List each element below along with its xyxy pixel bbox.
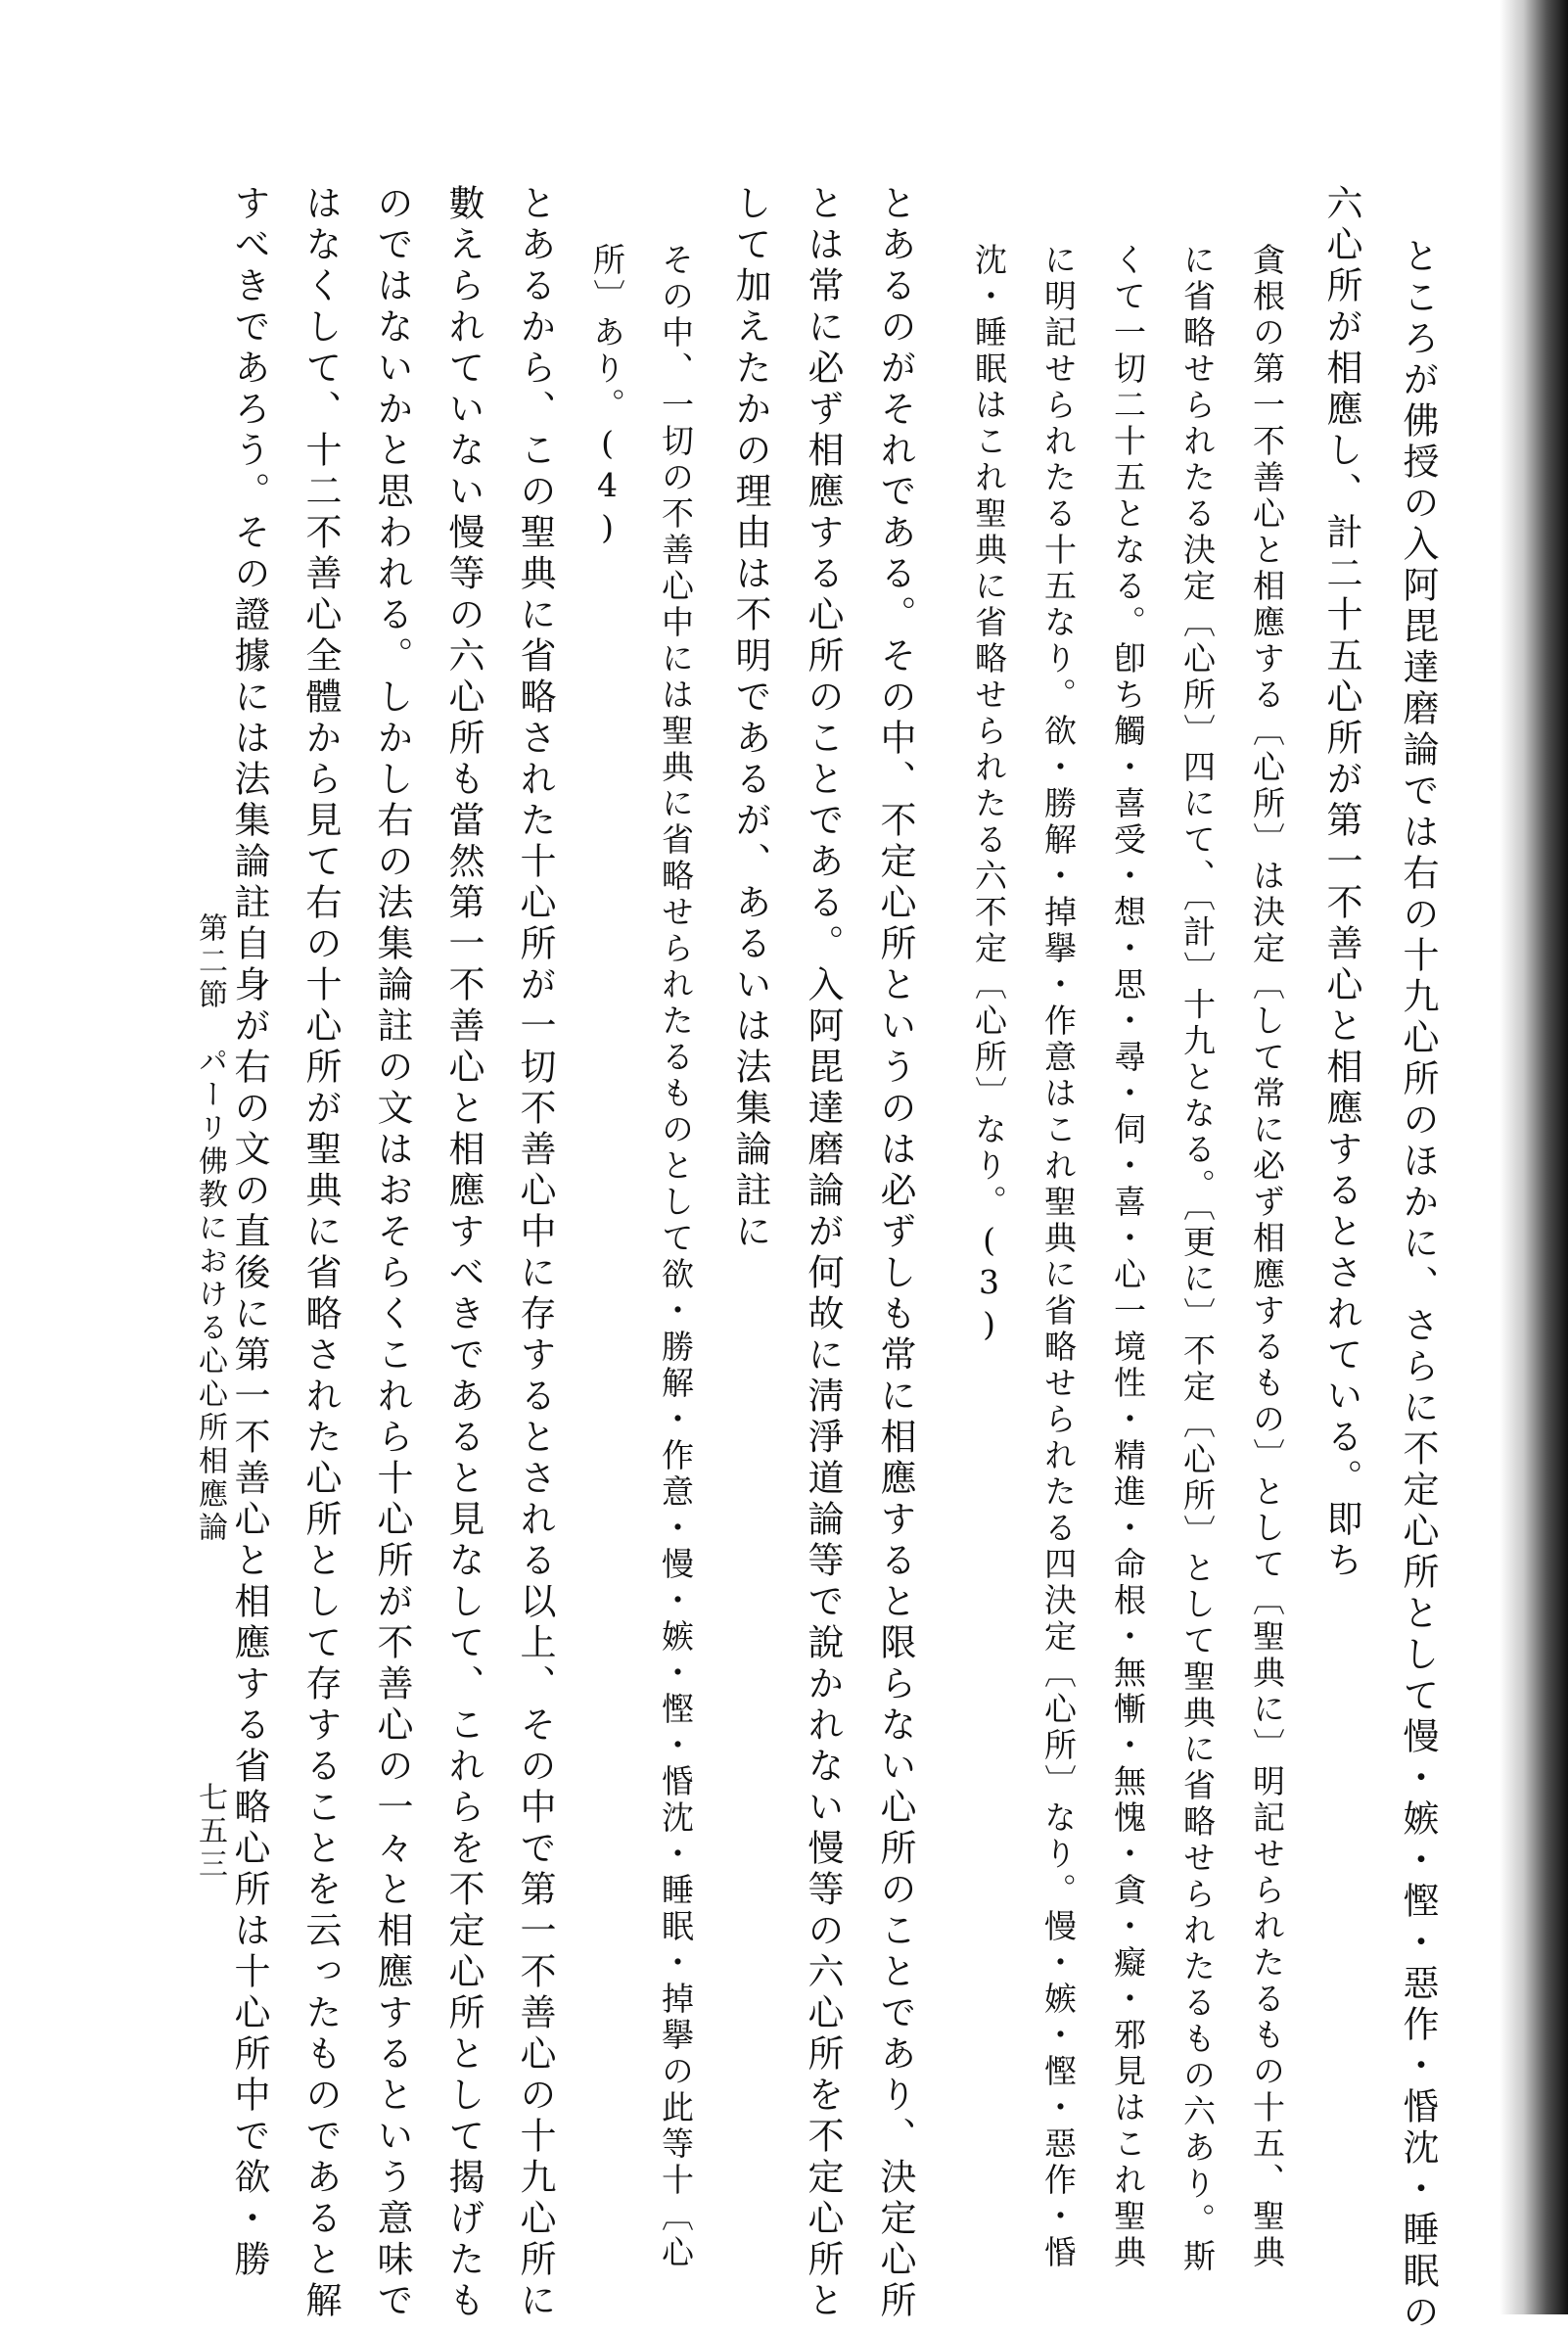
text-column-5: して加えたかの理由は不明であるが、あるいは法集論註に (729, 184, 771, 1253)
quote-column-5: 沈・睡眠はこれ聖典に省略せられたる六不定〔心所〕なり。(3) (970, 243, 1008, 1347)
text-column-7: 數えられていない慢等の六心所も當然第一不善心と相應すべきであると見なして、これらを不定心所として揭げたも (442, 184, 484, 2322)
text-column-3: とあるのがそれである。その中、不定心所というのは必ずしも常に相應すると限らない心所のことであり、決定心所 (874, 184, 916, 2322)
text-column-1: ところが佛授の入阿毘達磨論では右の十九心所のほかに、さらに不定心所として慢・嫉・慳・惡作・惛沈・睡眠の (1397, 237, 1439, 2334)
quote-column-1: 貪根の第一不善心と相應する〔心所〕は決定〔して常に必ず相應するもの〕として〔聖典に〕明記せられたるもの十五、聖典 (1248, 243, 1286, 2271)
text-column-9: はなくして、十二不善心全體から見て右の十心所が聖典に省略された心所として存することを云ったものであると解 (300, 184, 342, 2322)
text-column-10: すべきであろう。その證據には法集論註自身が右の文の直後に第一不善心と相應する省略心所は十心所中で欲・勝 (228, 184, 270, 2281)
quote-column-2: に省略せられたる決定〔心所〕四にて、〔計〕十九となる。〔更に〕不定〔心所〕として聖典に省略せられたるもの六あり。斯 (1178, 243, 1217, 2275)
quote-column-3: くて一切二十五となる。卽ち觸・喜受・想・思・尋・伺・喜・心一境性・精進・命根・無慚・無愧・貪・癡・邪見はこれ聖典 (1109, 243, 1147, 2271)
quote-column-4: に明記せられたる十五なり。欲・勝解・掉擧・作意はこれ聖典に省略せられたる四決定〔心所〕なり。慢・嫉・慳・惡作・惛 (1039, 243, 1078, 2271)
page-number: 七五三 (193, 1782, 227, 1882)
text-column-8: のではないかと思われる。しかし右の法集論註の文はおそらくこれら十心所が不善心の一々と相應するという意味で (371, 184, 413, 2322)
text-column-4: とは常に必ず相應する心所のことである。入阿毘達磨論が何故に淸淨道論等で說かれない慢等の六心所を不定心所と (802, 184, 844, 2322)
scan-edge-shadow (1499, 0, 1568, 2314)
quote-column-6: その中、一切の不善心中には聖典に省略せられたるものとして欲・勝解・作意・慢・嫉・慳・惛沈・睡眠・掉擧の此等十〔心 (657, 243, 695, 2271)
quote-column-7: 所〕あり。(4) (588, 243, 626, 550)
running-head: 第二節 パーリ佛教における心心所相應論 (193, 912, 227, 1545)
text-column-6: とあるから、この聖典に省略された十心所が一切不善心中に存するとされる以上、その中で第一不善心の十九心所に (514, 184, 556, 2322)
text-column-2: 六心所が相應し、計二十五心所が第一不善心と相應するとされている。即ち (1320, 184, 1362, 1582)
